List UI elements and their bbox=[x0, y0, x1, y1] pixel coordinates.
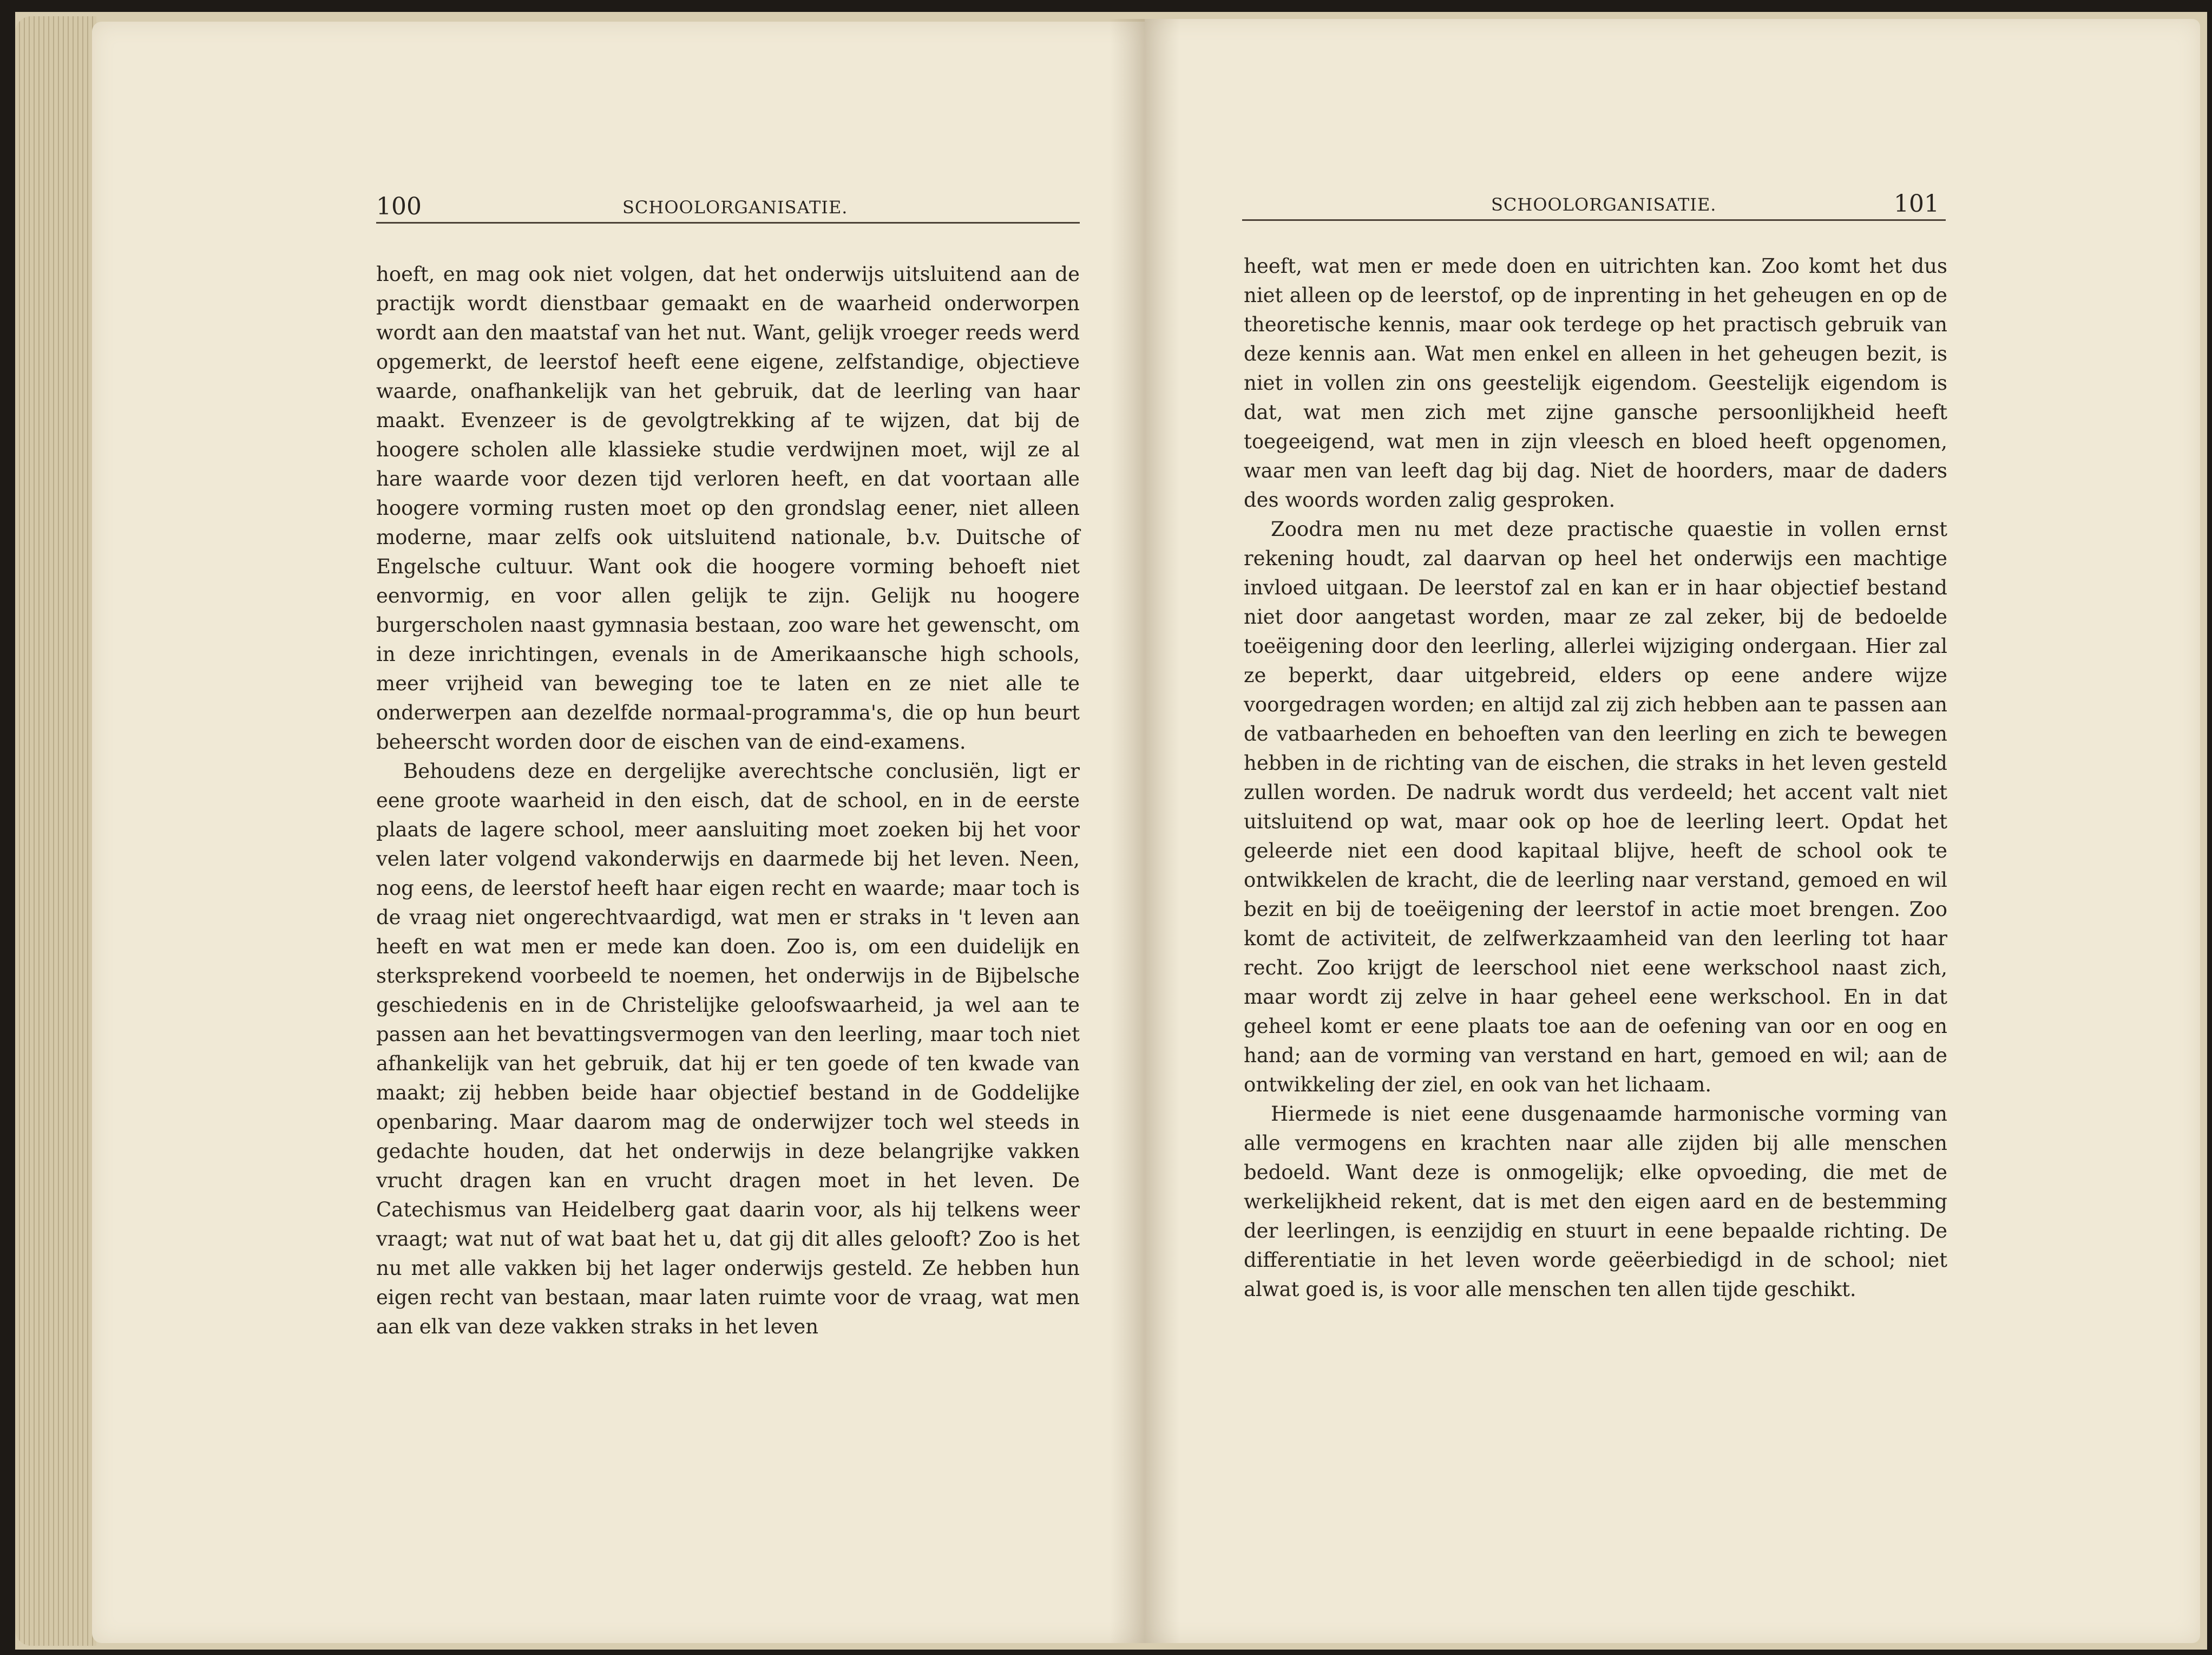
page-number: 100 bbox=[376, 193, 422, 220]
paragraph: heeft, wat men er mede doen en uitrichten kan. Zoo komt het dus niet alleen op de leerstof, op de inprenting in het geheugen en op de theoretische kennis, maar ook terdege op het practisch gebruik van deze kennis aan. Wat men enkel en alleen in het geheugen bezit, is niet in vollen zin ons geestelijk eigendom. Geestelijk eigendom is dat, wat men zich met zijne gansche persoonlijkheid heeft toegeeigend, wat men in zijn vleesch en bloed heeft opgenomen, waar men van leeft dag bij dag. Niet de hoorders, maar de daders des woords worden zalig gesproken. bbox=[1244, 254, 1947, 512]
left-page-header bbox=[376, 189, 1080, 224]
paragraph: hoeft, en mag ook niet volgen, dat het onderwijs uitsluitend aan de practijk wordt dienstbaar gemaakt en de waarheid onderworpen wordt aan den maatstaf van het nut. Want, gelijk vroeger reeds werd opgemerkt, de leerstof heeft eene eigene, zelfstandige, objectieve waarde, onafhankelijk van het gebruik, dat de leerling van haar maakt. Evenzeer is de gevolgtrekking af te wijzen, dat bij de hoogere scholen alle klassieke studie verdwijnen moet, wijl ze al hare waarde voor dezen tijd verloren heeft, en dat voortaan alle hoogere vorming rusten moet op den grondslag eener, niet alleen moderne, maar zelfs ook uitsluitend nationale, b.v. Duitsche of Engelsche cultuur. Want ook die hoogere vorming behoeft niet eenvormig, en voor allen gelijk te zijn. Gelijk nu hoogere burgerscholen naast gymnasia bestaan, zoo ware het gewenscht, om in deze inrichtingen, evenals in de Amerikaansche high schools, meer vrijheid van beweging toe te laten en ze niet alle te onderwerpen aan dezelfde normaal-programma's, die op hun beurt beheerscht worden door de eischen van de eind-examens. bbox=[376, 263, 1080, 754]
page-edges bbox=[15, 16, 96, 1646]
paragraph: Zoodra men nu met deze practische quaestie in vollen ernst rekening houdt, zal daarvan op heel het onderwijs een machtige invloed uitgaan. De leerstof zal en kan er in haar objectief bestand niet door aangetast worden, maar ze zal zeker, bij de bedoelde toeëigening door den leerling, allerlei wijziging ondergaan. Hier zal ze beperkt, daar uitgebreid, elders op eene andere wijze voorgedragen worden; en altijd zal zij zich hebben aan te passen aan de vatbaarheden en behoeften van den leerling en zich te bewegen hebben in de richting van de eischen, die straks in het leven gesteld zullen worden. De nadruk wordt dus verdeeld; het accent valt niet uitsluitend op wat, maar ook op hoe de leerling leert. Opdat het geleerde niet een dood kapitaal blijve, heeft de school ook te ontwikkelen de kracht, die de leerling naar verstand, gemoed en wil bezit en bij de toeëigening der leerstof in actie moet brengen. Zoo komt de activiteit, de zelfwerkzaamheid van den leerling tot haar recht. Zoo krijgt de leerschool niet eene werkschool naast zich, maar wordt zij zelve in haar geheel eene werkschool. En in dat geheel komt er eene plaats toe aan de oefening van oor en oog en hand; aan de vorming van verstand en hart, gemoed en wil; aan de ontwikkeling der ziel, en ook van het lichaam. bbox=[1244, 518, 1947, 1096]
left-page-text bbox=[376, 260, 1080, 1342]
paragraph: Hiermede is niet eene dusgenaamde harmonische vorming van alle vermogens en krachten naar alle zijden bij alle menschen bedoeld. Want deze is onmogelijk; elke opvoeding, die met de werkelijkheid rekent, dat is met den eigen aard en de bestemming der leerlingen, is eenzijdig en stuurt in eene bepaalde richting. De differentiatie in het leven worde geëerbiedigd in de school; niet alwat goed is, is voor alle menschen ten allen tijde geschikt. bbox=[1244, 1102, 1947, 1301]
paragraph: Behoudens deze en dergelijke averechtsche conclusiën, ligt er eene groote waarheid in den eisch, dat de school, en in de eerste plaats de lagere school, meer aansluiting moet zoeken bij het voor velen later volgend vakonderwijs en daarmede bij het leven. Neen, nog eens, de leerstof heeft haar eigen recht en waarde; maar toch is de vraag niet ongerechtvaardigd, wat men er straks in 't leven aan heeft en wat men er mede kan doen. Zoo is, om een duidelijk en sterksprekend voorbeeld te noemen, het onderwijs in de Bijbelsche geschiedenis en in de Christelijke geloofswaarheid, ja wel aan te passen aan het bevattingsvermogen van den leerling, maar toch niet afhankelijk van het gebruik, dat hij er ten goede of ten kwade van maakt; zij hebben beide haar objectief bestand in de Goddelijke openbaring. Maar daarom mag de onderwijzer toch wel steeds in gedachte houden, dat het onderwijs in deze belangrijke vakken vrucht dragen kan en vrucht dragen moet in het leven. De Catechismus van Heidelberg gaat daarin voor, als hij telkens weer vraagt; wat nut of wat baat het u, dat gij dit alles gelooft? Zoo is het nu met alle vakken bij het lager onderwijs gesteld. Ze hebben hun eigen recht van bestaan, maar laten ruimte voor de vraag, wat men aan elk van deze vakken straks in het leven bbox=[376, 760, 1080, 1338]
running-head: SCHOOLORGANISATIE. bbox=[622, 197, 848, 218]
running-head: SCHOOLORGANISATIE. bbox=[1491, 194, 1717, 215]
right-page-header bbox=[1242, 187, 1946, 221]
right-page-text bbox=[1244, 252, 1947, 1304]
page-number: 101 bbox=[1894, 190, 1939, 218]
